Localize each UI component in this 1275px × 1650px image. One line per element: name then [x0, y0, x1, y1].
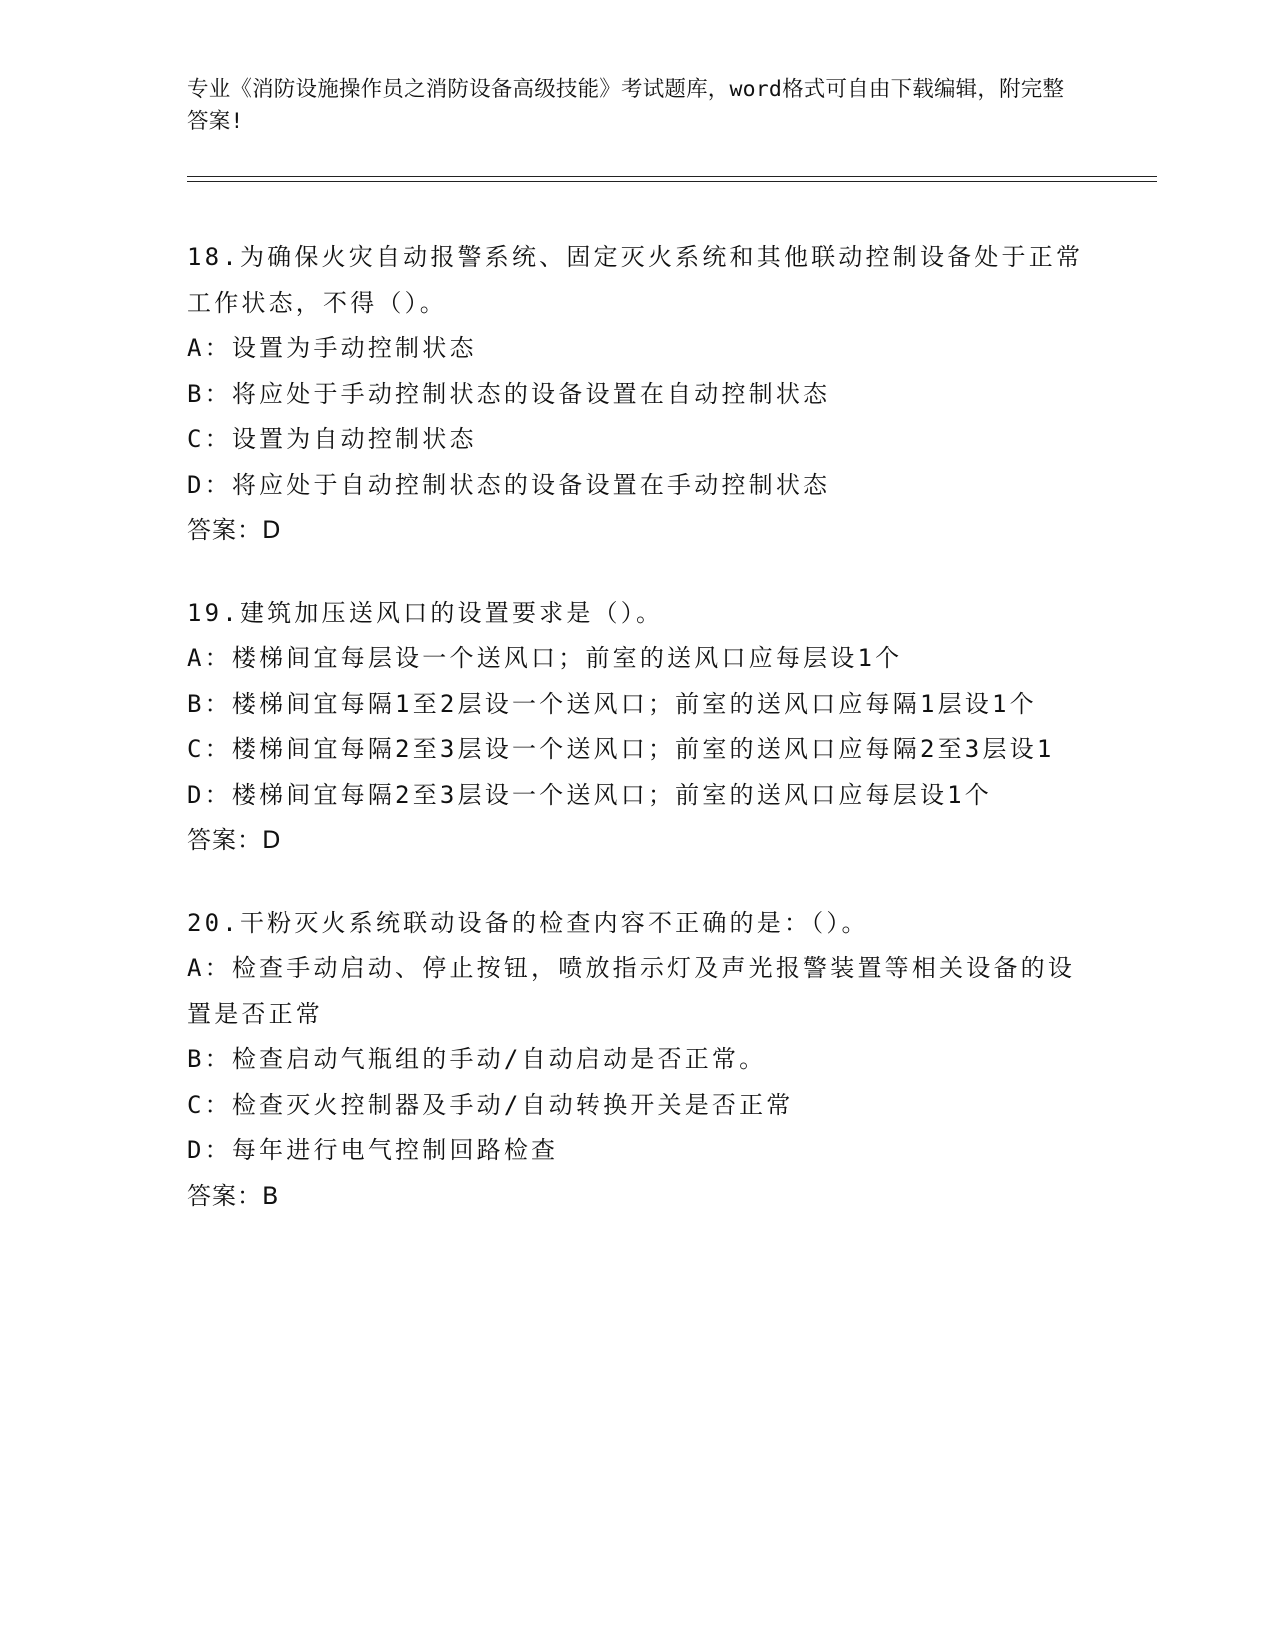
question-19 [187, 591, 1087, 864]
option-b: B：检查启动气瓶组的手动/自动启动是否正常。 [187, 1045, 767, 1073]
question-stem: 20.干粉灭火系统联动设备的检查内容不正确的是：（）。 [187, 908, 869, 937]
answer: 答案：B [187, 1181, 280, 1210]
option-c: C：楼梯间宜每隔2至3层设一个送风口；前室的送风口应每隔2至3层设1 [187, 735, 1055, 763]
question-list [187, 235, 1087, 1256]
option-d: D：将应处于自动控制状态的设备设置在手动控制状态 [187, 470, 831, 499]
option-c: C：设置为自动控制状态 [187, 425, 477, 453]
option-a: A：楼梯间宜每层设一个送风口；前室的送风口应每层设1个 [187, 644, 903, 672]
header-intro-text: 专业《消防设施操作员之消防设备高级技能》考试题库，word格式可自由下载编辑，附完整答案! [187, 77, 1065, 134]
question-stem: 19.建筑加压送风口的设置要求是（）。 [187, 598, 664, 627]
option-a: A：检查手动启动、停止按钮，喷放指示灯及声光报警装置等相关设备的设置是否正常 [187, 954, 1076, 1028]
answer: 答案：D [187, 826, 282, 854]
option-d: D：楼梯间宜每隔2至3层设一个送风口；前室的送风口应每层设1个 [187, 780, 992, 809]
header-divider-top [187, 176, 1157, 177]
answer: 答案：D [187, 516, 282, 544]
option-b: B：将应处于手动控制状态的设备设置在自动控制状态 [187, 379, 831, 408]
option-a: A：设置为手动控制状态 [187, 334, 477, 362]
option-b: B：楼梯间宜每隔1至2层设一个送风口；前室的送风口应每隔1层设1个 [187, 689, 1037, 718]
question-stem: 18.为确保火灾自动报警系统、固定灭火系统和其他联动控制设备处于正常工作状态，不得（）。 [187, 243, 1084, 317]
option-c: C：检查灭火控制器及手动/自动转换开关是否正常 [187, 1090, 794, 1119]
question-20 [187, 901, 1087, 1220]
document-header [187, 74, 1067, 138]
question-18 [187, 235, 1087, 554]
header-divider-bottom [187, 181, 1157, 182]
option-d: D：每年进行电气控制回路检查 [187, 1136, 559, 1164]
